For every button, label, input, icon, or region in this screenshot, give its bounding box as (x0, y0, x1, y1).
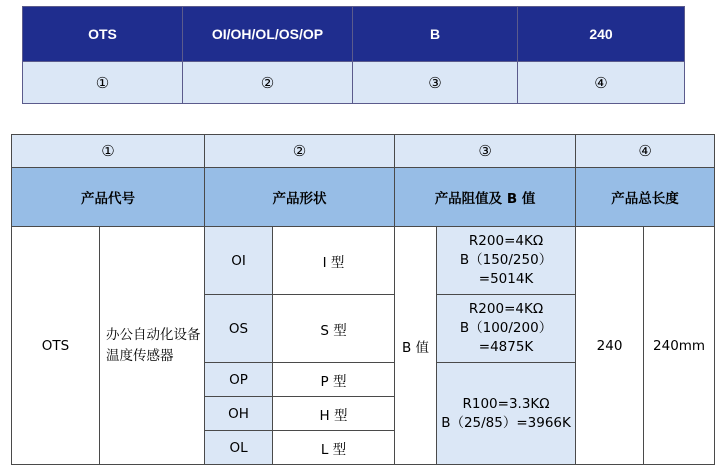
spec-index-3: ③ (395, 135, 576, 168)
shape-type-cell: L 型 (273, 431, 395, 465)
product-description-cell: 办公自动化设备温度传感器 (100, 227, 205, 465)
resistance-value: R100=3.3KΩ (462, 395, 550, 412)
code-index-3: ③ (353, 62, 518, 104)
code-header-row (23, 7, 685, 62)
b-constant-value: B（25/85）=3966K (441, 414, 571, 431)
product-code-cell: OTS (12, 227, 100, 465)
code-index-4: ④ (518, 62, 685, 104)
header-resistance-b-value: 产品阻值及 B 值 (395, 168, 576, 227)
resistance-value: R200=4KΩ (468, 233, 544, 249)
length-value-cell: 240mm (644, 227, 715, 465)
spec-header-row (12, 168, 715, 227)
spec-row (12, 227, 715, 295)
code-segment-shape: OI/OH/OL/OS/OP (183, 7, 353, 62)
resistance-cell (437, 295, 576, 363)
length-code-cell: 240 (576, 227, 644, 465)
spec-index-4: ④ (576, 135, 715, 168)
b-value-label-cell: B 值 (395, 227, 437, 465)
b-constant-value: B（150/250）=5014K (459, 252, 553, 287)
b-constant-value: B（100/200）=4875K (459, 320, 553, 355)
header-total-length: 产品总长度 (576, 168, 715, 227)
resistance-cell (437, 227, 576, 295)
shape-code-cell: OH (205, 397, 273, 431)
shape-type-cell: I 型 (273, 227, 395, 295)
header-product-shape: 产品形状 (205, 168, 395, 227)
code-structure-table (22, 6, 685, 104)
product-spec-table (11, 134, 715, 465)
shape-code-cell: OS (205, 295, 273, 363)
shape-type-cell: S 型 (273, 295, 395, 363)
shape-code-cell: OP (205, 363, 273, 397)
spec-index-2: ② (205, 135, 395, 168)
code-index-1: ① (23, 62, 183, 104)
shape-code-cell: OL (205, 431, 273, 465)
spec-index-1: ① (12, 135, 205, 168)
resistance-cell (437, 363, 576, 465)
header-product-code: 产品代号 (12, 168, 205, 227)
shape-type-cell: P 型 (273, 363, 395, 397)
shape-code-cell: OI (205, 227, 273, 295)
code-segment-b-value: B (353, 7, 518, 62)
resistance-value: R200=4KΩ (468, 301, 544, 317)
shape-type-cell: H 型 (273, 397, 395, 431)
code-index-2: ② (183, 62, 353, 104)
code-segment-length: 240 (518, 7, 685, 62)
code-segment-product: OTS (23, 7, 183, 62)
spec-index-row (12, 135, 715, 168)
code-index-row (23, 62, 685, 104)
